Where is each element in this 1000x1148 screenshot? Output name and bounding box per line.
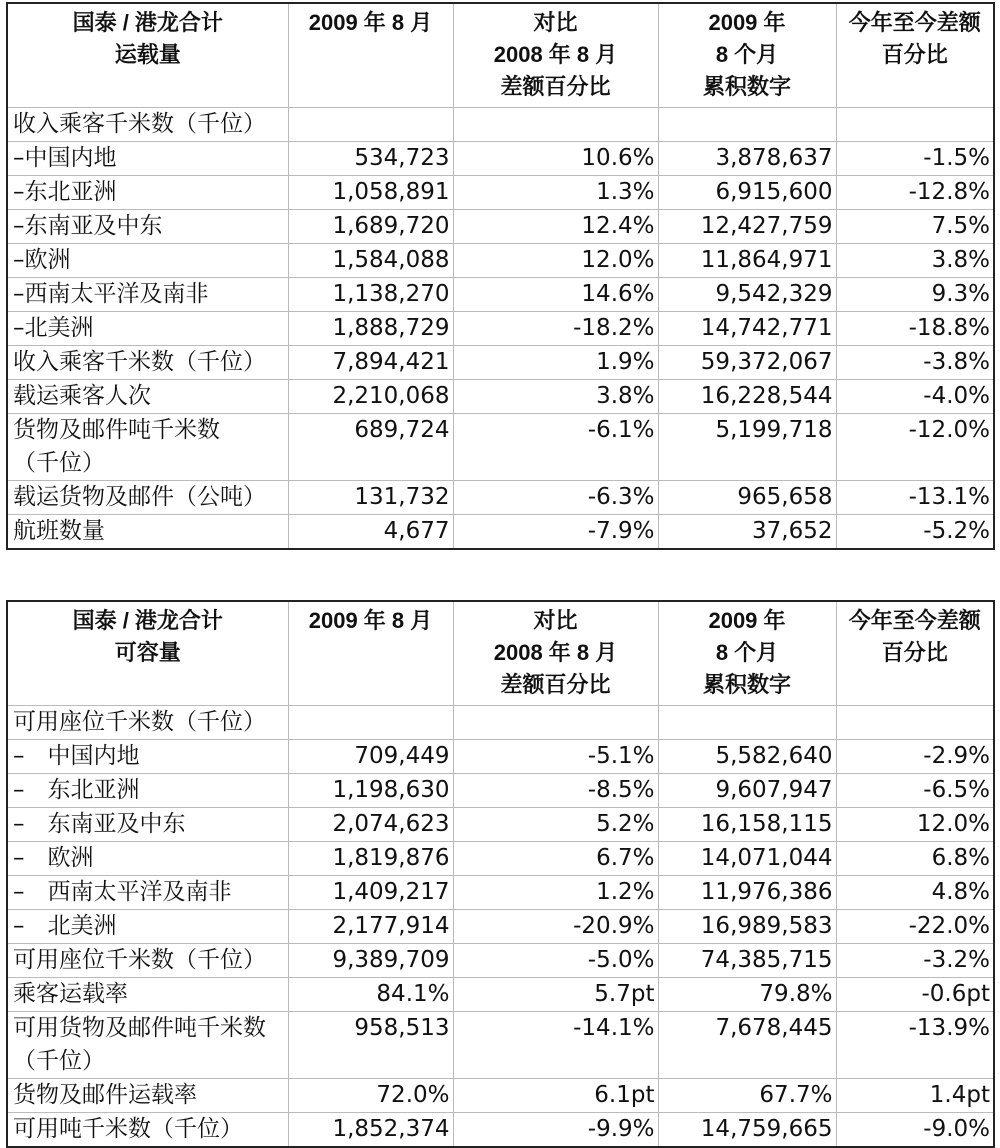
- cumulative-value: 9,607,947: [658, 774, 836, 808]
- cumulative-value: 11,976,386: [658, 876, 836, 910]
- cumulative-value: 14,759,665: [658, 1113, 836, 1148]
- column-header-cumulative: 2009 年 8 个月 累积数字: [658, 3, 836, 108]
- row-label: –欧洲: [13, 247, 71, 273]
- column-header-cumulative: 2009 年 8 个月 累积数字: [658, 601, 836, 706]
- change-value: [453, 706, 658, 740]
- month-value: 1,409,217: [288, 876, 453, 910]
- ytd-change-value: -6.5%: [836, 774, 994, 808]
- row-label: – 东北亚洲: [13, 777, 140, 803]
- ytd-change-value: -12.8%: [836, 176, 994, 210]
- ytd-change-value: -5.2%: [836, 515, 994, 550]
- change-value: 12.0%: [453, 244, 658, 278]
- cumulative-value: 12,427,759: [658, 210, 836, 244]
- month-value: 1,198,630: [288, 774, 453, 808]
- column-header-change: 对比 2008 年 8 月 差额百分比: [453, 601, 658, 706]
- row-label-cell: [7, 142, 288, 176]
- ytd-change-value: [836, 108, 994, 142]
- table-row: [7, 910, 994, 944]
- row-label: 可用座位千米数（千位）: [13, 709, 266, 735]
- month-value: 2,177,914: [288, 910, 453, 944]
- ytd-change-value: -4.0%: [836, 380, 994, 414]
- change-value: -20.9%: [453, 910, 658, 944]
- table-row: [7, 808, 994, 842]
- ytd-change-value: 1.4pt: [836, 1079, 994, 1113]
- row-label: 货物及邮件运载率: [13, 1082, 197, 1108]
- cumulative-value: 3,878,637: [658, 142, 836, 176]
- table-row: [7, 706, 994, 740]
- cumulative-value: 965,658: [658, 481, 836, 515]
- table-row: [7, 1113, 994, 1148]
- row-label: –中国内地: [13, 145, 117, 171]
- month-value: 1,852,374: [288, 1113, 453, 1148]
- row-label: 可用货物及邮件吨千米数 （千位）: [13, 1015, 266, 1074]
- row-label-cell: [7, 346, 288, 380]
- change-value: -18.2%: [453, 312, 658, 346]
- change-value: 6.1pt: [453, 1079, 658, 1113]
- ytd-change-value: -1.5%: [836, 142, 994, 176]
- column-header-month: 2009 年 8 月: [288, 601, 453, 706]
- capacity-table: [6, 600, 995, 1148]
- row-label: –东南亚及中东: [13, 213, 163, 239]
- row-label: – 东南亚及中东: [13, 811, 186, 837]
- cumulative-value: 59,372,067: [658, 346, 836, 380]
- change-value: 12.4%: [453, 210, 658, 244]
- traffic-table-body: [7, 108, 994, 550]
- table-row: [7, 1079, 994, 1113]
- row-label-cell: [7, 876, 288, 910]
- month-value: 2,210,068: [288, 380, 453, 414]
- ytd-change-value: 7.5%: [836, 210, 994, 244]
- month-value: 1,584,088: [288, 244, 453, 278]
- change-value: 10.6%: [453, 142, 658, 176]
- column-header-ytd-change: 今年至今差额 百分比: [836, 3, 994, 108]
- row-label-cell: [7, 774, 288, 808]
- cumulative-value: 5,582,640: [658, 740, 836, 774]
- cumulative-value: 11,864,971: [658, 244, 836, 278]
- change-value: -6.3%: [453, 481, 658, 515]
- ytd-change-value: -13.1%: [836, 481, 994, 515]
- table-row: [7, 876, 994, 910]
- column-header-change: 对比 2008 年 8 月 差额百分比: [453, 3, 658, 108]
- month-value: [288, 108, 453, 142]
- table-row: [7, 176, 994, 210]
- change-value: -6.1%: [453, 414, 658, 481]
- ytd-change-value: -3.8%: [836, 346, 994, 380]
- row-label-cell: [7, 414, 288, 481]
- cumulative-value: 37,652: [658, 515, 836, 550]
- month-value: 534,723: [288, 142, 453, 176]
- row-label: – 北美洲: [13, 913, 117, 939]
- table-row: [7, 142, 994, 176]
- ytd-change-value: -9.0%: [836, 1113, 994, 1148]
- cumulative-value: 16,158,115: [658, 808, 836, 842]
- month-value: 1,689,720: [288, 210, 453, 244]
- row-label-cell: [7, 176, 288, 210]
- ytd-change-value: -18.8%: [836, 312, 994, 346]
- row-label: 可用吨千米数（千位）: [13, 1116, 243, 1142]
- row-label-cell: [7, 1079, 288, 1113]
- row-label-cell: [7, 1012, 288, 1079]
- month-value: 72.0%: [288, 1079, 453, 1113]
- change-value: 1.9%: [453, 346, 658, 380]
- month-value: 1,819,876: [288, 842, 453, 876]
- change-value: 6.7%: [453, 842, 658, 876]
- month-value: 9,389,709: [288, 944, 453, 978]
- cumulative-value: [658, 108, 836, 142]
- ytd-change-value: -3.2%: [836, 944, 994, 978]
- ytd-change-value: -0.6pt: [836, 978, 994, 1012]
- change-value: 5.2%: [453, 808, 658, 842]
- row-label: –西南太平洋及南非: [13, 281, 209, 307]
- cumulative-value: 16,228,544: [658, 380, 836, 414]
- table-row: [7, 978, 994, 1012]
- column-header-category: 国泰 / 港龙合计 可容量: [7, 601, 288, 706]
- cumulative-value: 6,915,600: [658, 176, 836, 210]
- change-value: -5.0%: [453, 944, 658, 978]
- row-label: 收入乘客千米数（千位）: [13, 111, 266, 137]
- table-row: [7, 481, 994, 515]
- ytd-change-value: -12.0%: [836, 414, 994, 481]
- month-value: 4,677: [288, 515, 453, 550]
- table-row: [7, 108, 994, 142]
- cumulative-value: 7,678,445: [658, 1012, 836, 1079]
- month-value: 131,732: [288, 481, 453, 515]
- row-label: 可用座位千米数（千位）: [13, 947, 266, 973]
- change-value: -14.1%: [453, 1012, 658, 1079]
- traffic-table: [6, 2, 995, 550]
- row-label-cell: [7, 380, 288, 414]
- ytd-change-value: 9.3%: [836, 278, 994, 312]
- month-value: 958,513: [288, 1012, 453, 1079]
- cumulative-value: 67.7%: [658, 1079, 836, 1113]
- row-label: 航班数量: [13, 518, 105, 544]
- cumulative-value: 16,989,583: [658, 910, 836, 944]
- change-value: 14.6%: [453, 278, 658, 312]
- row-label: – 西南太平洋及南非: [13, 879, 232, 905]
- row-label-cell: [7, 842, 288, 876]
- row-label-cell: [7, 808, 288, 842]
- row-label-cell: [7, 278, 288, 312]
- ytd-change-value: 12.0%: [836, 808, 994, 842]
- row-label: 乘客运载率: [13, 981, 128, 1007]
- ytd-change-value: 4.8%: [836, 876, 994, 910]
- row-label-cell: [7, 1113, 288, 1148]
- cumulative-value: 5,199,718: [658, 414, 836, 481]
- cumulative-value: 79.8%: [658, 978, 836, 1012]
- table-row: [7, 1012, 994, 1079]
- month-value: 7,894,421: [288, 346, 453, 380]
- row-label: 载运乘客人次: [13, 383, 151, 409]
- cumulative-value: 74,385,715: [658, 944, 836, 978]
- capacity-table-body: [7, 706, 994, 1148]
- change-value: 5.7pt: [453, 978, 658, 1012]
- ytd-change-value: -2.9%: [836, 740, 994, 774]
- row-label: 货物及邮件吨千米数 （千位）: [13, 417, 220, 476]
- table-row: [7, 210, 994, 244]
- row-label: –北美洲: [13, 315, 94, 341]
- row-label: –东北亚洲: [13, 179, 117, 205]
- month-value: [288, 706, 453, 740]
- row-label-cell: [7, 108, 288, 142]
- month-value: 1,138,270: [288, 278, 453, 312]
- header-row: [7, 3, 994, 108]
- table-row: [7, 740, 994, 774]
- table-row: [7, 515, 994, 550]
- row-label-cell: [7, 244, 288, 278]
- row-label-cell: [7, 706, 288, 740]
- row-label-cell: [7, 910, 288, 944]
- ytd-change-value: 3.8%: [836, 244, 994, 278]
- change-value: 3.8%: [453, 380, 658, 414]
- month-value: 2,074,623: [288, 808, 453, 842]
- header-row: [7, 601, 994, 706]
- row-label-cell: [7, 515, 288, 550]
- row-label: – 中国内地: [13, 743, 140, 769]
- column-header-category: 国泰 / 港龙合计 运载量: [7, 3, 288, 108]
- column-header-ytd-change: 今年至今差额 百分比: [836, 601, 994, 706]
- row-label: 收入乘客千米数（千位）: [13, 349, 266, 375]
- month-value: 1,058,891: [288, 176, 453, 210]
- table-row: [7, 244, 994, 278]
- change-value: -8.5%: [453, 774, 658, 808]
- row-label-cell: [7, 978, 288, 1012]
- table-row: [7, 346, 994, 380]
- row-label-cell: [7, 312, 288, 346]
- row-label-cell: [7, 944, 288, 978]
- table-row: [7, 842, 994, 876]
- change-value: [453, 108, 658, 142]
- table-row: [7, 312, 994, 346]
- cumulative-value: 14,071,044: [658, 842, 836, 876]
- change-value: -5.1%: [453, 740, 658, 774]
- table-row: [7, 380, 994, 414]
- table-row: [7, 944, 994, 978]
- month-value: 709,449: [288, 740, 453, 774]
- row-label-cell: [7, 481, 288, 515]
- change-value: 1.2%: [453, 876, 658, 910]
- table-row: [7, 774, 994, 808]
- row-label-cell: [7, 210, 288, 244]
- month-value: 689,724: [288, 414, 453, 481]
- change-value: 1.3%: [453, 176, 658, 210]
- ytd-change-value: -22.0%: [836, 910, 994, 944]
- ytd-change-value: 6.8%: [836, 842, 994, 876]
- month-value: 1,888,729: [288, 312, 453, 346]
- cumulative-value: [658, 706, 836, 740]
- table-row: [7, 414, 994, 481]
- ytd-change-value: -13.9%: [836, 1012, 994, 1079]
- table-row: [7, 278, 994, 312]
- column-header-month: 2009 年 8 月: [288, 3, 453, 108]
- row-label: – 欧洲: [13, 845, 94, 871]
- cumulative-value: 9,542,329: [658, 278, 836, 312]
- month-value: 84.1%: [288, 978, 453, 1012]
- row-label: 载运货物及邮件（公吨）: [13, 484, 266, 510]
- cumulative-value: 14,742,771: [658, 312, 836, 346]
- change-value: -7.9%: [453, 515, 658, 550]
- row-label-cell: [7, 740, 288, 774]
- ytd-change-value: [836, 706, 994, 740]
- change-value: -9.9%: [453, 1113, 658, 1148]
